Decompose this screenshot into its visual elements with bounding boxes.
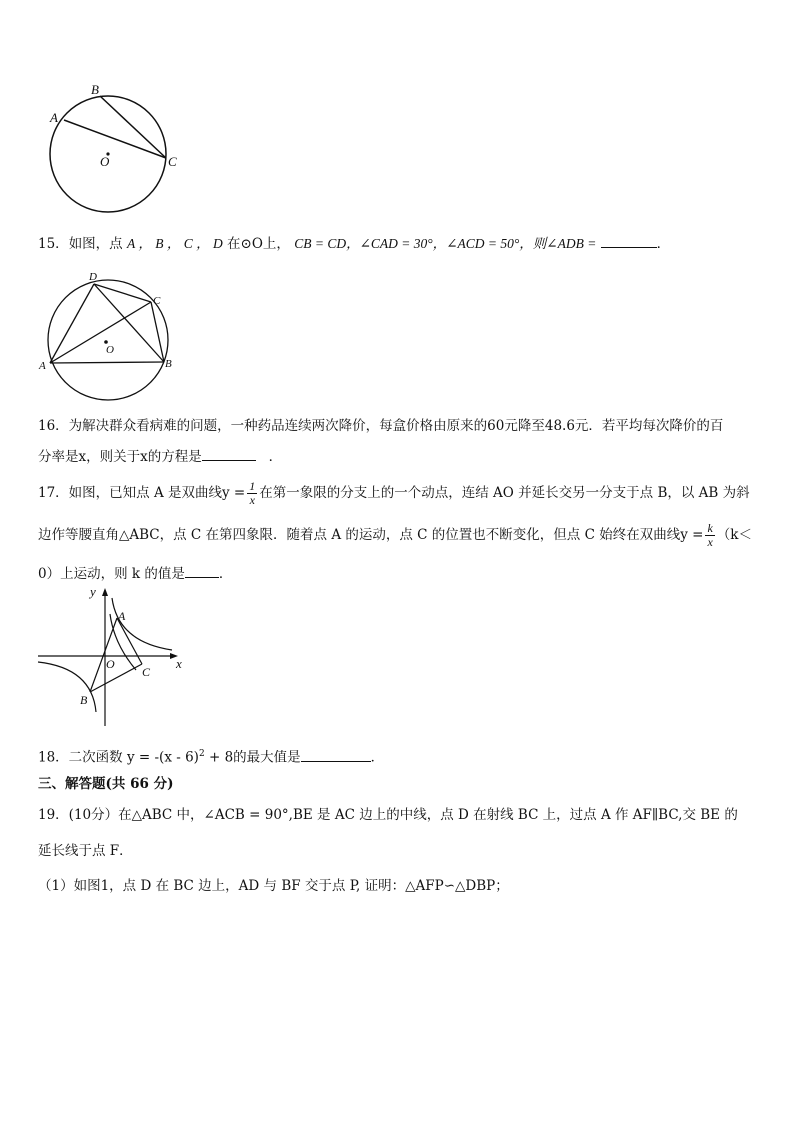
q17-line1: [38, 480, 764, 507]
label-a: A: [50, 110, 58, 125]
q18-answer-blank[interactable]: [301, 747, 371, 762]
q17-frac1-den: x: [249, 493, 255, 507]
segment-ab: [90, 618, 117, 692]
q17-answer-blank[interactable]: [185, 563, 219, 578]
segment-ac: [50, 302, 151, 363]
q15-text: [38, 233, 764, 254]
q17-frac2-num: k: [707, 521, 713, 535]
label-c: C: [168, 154, 177, 169]
chord-ac: [64, 120, 166, 158]
segment-ac: [117, 618, 142, 664]
q18-text: [38, 744, 764, 768]
q17-frac1: [247, 480, 257, 507]
label-a: A: [118, 609, 126, 623]
q17-line2: [38, 522, 764, 549]
q17-l1-b: 在第一象限的分支上的一个动点，连结 AO 并延长交另一分支于点 B，以 AB 为斜: [259, 485, 750, 501]
q19-part1: （1）如图1，点 D 在 BC 边上，AD 与 BF 交于点 P, 证明：△AFP∽△DBP；: [38, 878, 509, 894]
figure-q17: [34, 584, 194, 734]
label-c: C: [142, 665, 151, 679]
label-b: B: [165, 358, 172, 370]
q16-line2: [38, 446, 764, 467]
label-b: B: [80, 693, 88, 707]
q19-line2: 延长线于点 F．: [38, 843, 133, 859]
q16-line1: 16．为解决群众看病难的问题，一种药品连续两次降价，每盒价格由原来的60元降至48.6元．若平均每次降价的百: [38, 418, 724, 434]
q15-angle1: ，∠CAD = 30°，: [346, 236, 447, 251]
q17-frac2-den: x: [707, 535, 713, 549]
q17-l3-a: 0）上运动，则 k 的值是: [38, 566, 185, 582]
figure-q14: [40, 80, 200, 220]
q17-l3-b: ．: [218, 566, 233, 582]
q18-text-a: 18．二次函数 y = -(x - 6): [38, 749, 199, 766]
q15-text-before: 如图，点: [68, 236, 123, 252]
q17-line3: [38, 563, 764, 584]
q17-l1-a: 17．如图，已知点 A 是双曲线y =: [38, 485, 246, 501]
q18-text-c: ．: [370, 749, 385, 766]
q18-text-b: + 8的最大值是: [204, 749, 301, 766]
label-c: C: [153, 295, 161, 307]
q16-answer-blank[interactable]: [202, 446, 256, 461]
label-x: x: [176, 656, 182, 671]
q16-line2-end: ．: [268, 449, 283, 465]
q17-frac2: [705, 522, 714, 549]
label-a: A: [39, 360, 46, 372]
segment-ab: [50, 362, 164, 363]
q17-frac1-num: 1: [249, 479, 256, 493]
q15-arc-eq: CB = CD: [294, 236, 347, 251]
segment-bc: [90, 664, 142, 692]
y-axis-arrow: [102, 588, 108, 596]
q15-in-circle: 在⊙O上，: [227, 236, 290, 252]
label-o: O: [100, 154, 110, 169]
label-o: O: [106, 657, 115, 671]
q15-number: 15．: [38, 236, 69, 252]
section3-title: 三、解答题(共 66 分): [38, 776, 174, 792]
hyperbola-branch-1: [112, 598, 172, 650]
q15-answer-blank[interactable]: [601, 233, 657, 248]
label-d: D: [89, 271, 97, 283]
q16-line2-text: 分率是x，则关于x的方程是: [38, 449, 202, 465]
q19-line1: 19．(10分）在△ABC 中，∠ACB = 90°,BE 是 AC 边上的中线，点 D 在射线 BC 上，过点 A 作 AF∥BC,交 BE 的: [38, 807, 738, 823]
circle-o: [48, 280, 168, 400]
q17-l2-b: （k＜: [716, 527, 752, 543]
q15-ask: ，则∠ADB =: [519, 236, 597, 251]
chord-bc: [100, 96, 166, 158]
label-b: B: [91, 82, 99, 97]
segment-ad: [50, 284, 94, 363]
q15-angle2: ∠ACD = 50°: [446, 236, 520, 251]
label-y: y: [90, 584, 96, 599]
segment-cb: [151, 302, 164, 362]
figure-q15: [34, 266, 184, 406]
q18-exponent: 2: [198, 749, 205, 759]
label-o: O: [106, 344, 114, 356]
q15-end: ．: [656, 236, 671, 252]
q17-l2-a: 边作等腰直角△ABC，点 C 在第四象限．随着点 A 的运动，点 C 的位置也不断变化，但点 C 始终在双曲线y =: [38, 527, 704, 543]
q15-points: A ， B ， C ， D: [126, 236, 223, 251]
